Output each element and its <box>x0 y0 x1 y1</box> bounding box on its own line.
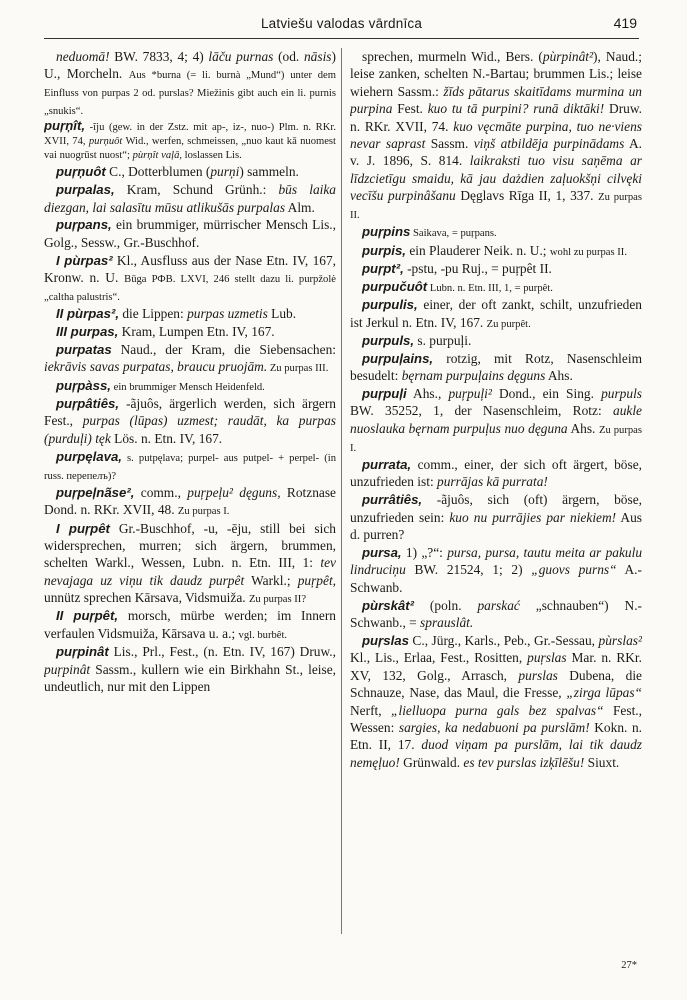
headword: puŗpàss, <box>56 377 111 393</box>
entry-text: die Lippen: <box>119 306 188 322</box>
entry-text: pùrslas² <box>598 633 642 649</box>
dictionary-entry <box>350 332 642 349</box>
entry-text: Siuxt. <box>584 754 620 770</box>
entry-text: purpas uzmetis <box>187 306 268 322</box>
entry-text: Gr.-Buschhof, -u, -ēju, still bei sich widersprechen, murren; sich ärgern, brummen, schelten Warkl., Wessen, Lubn. n. Etn. III, 1: <box>44 520 336 571</box>
entry-text: ), Naud.; leise zanken, schelten N.-Bartau; brummen Lis.; leise wiehern Sassm.: <box>350 49 642 99</box>
headword: purpulis, <box>362 297 418 313</box>
entry-text: Alm. <box>285 199 315 215</box>
column-divider <box>341 48 342 934</box>
entry-text: -ĩju (gew. in der Zstz. mit ap-, iz-, nuo-) Plm. n. RKr. XVII, 74, <box>44 122 336 148</box>
entry-text: kuo nu purrājies par niekiem! <box>449 509 617 525</box>
headword: purpęlava, <box>56 448 122 464</box>
entry-text: Saikava, = puŗpans. <box>410 228 497 240</box>
signature-mark: 27* <box>621 960 637 971</box>
entry-text: pùrņît vaļā, <box>132 149 183 161</box>
page-header <box>44 12 639 39</box>
entry-text: es tev purslas izķīlēšu! <box>463 754 585 770</box>
dictionary-entry <box>350 491 642 543</box>
entry-text: Druw. n. RKr. XVII, 74. <box>350 101 642 134</box>
headword: purrata, <box>362 456 412 472</box>
dictionary-entry <box>350 296 642 331</box>
headword: puŗņuôt <box>56 164 106 180</box>
entry-text: Kram, Schund Grünh.: <box>114 182 279 198</box>
entry-text: Aus d. purren? <box>350 509 642 543</box>
entry-text: „schnauben“) N.-Schwanb., = <box>350 597 642 631</box>
entry-text: pùrpinât² <box>542 49 594 64</box>
entry-text: C., Jürg., Karls., Peb., Gr.-Sessau, <box>408 633 599 649</box>
headword: puŗpuļi <box>362 386 407 402</box>
entry-text: Dubena, die Schnauze, Nase, das Maul, die Fresse, <box>350 667 642 701</box>
entry-text: vgl. burbêt. <box>238 629 288 641</box>
dictionary-entry <box>350 456 642 491</box>
entry-text: Rotznase Dond. n. RKr. XVII, 48. <box>44 484 336 518</box>
headword: puŗpinât <box>56 644 109 660</box>
headword: puŗņît, <box>44 118 86 134</box>
entry-text: A. v. J. 1896, S. 814. <box>350 136 642 169</box>
dictionary-entry <box>44 181 336 216</box>
headword: puŗpuļains, <box>362 350 434 366</box>
entry-text: Zu purpas II? <box>248 594 307 606</box>
dictionary-entry <box>44 643 336 695</box>
entry-text: purņi <box>210 164 240 180</box>
headword: purpučuôt <box>362 278 428 294</box>
left-column <box>44 48 336 938</box>
entry-text: nāsis <box>303 49 332 64</box>
entry-text: Zu purpêt. <box>486 318 531 330</box>
entry-text: aukle nuoslauka bęrnam purpuļus nuo dęguna <box>350 403 642 436</box>
entry-text: ein brummiger Mensch Heidenfeld. <box>110 381 265 393</box>
entry-text: BW. 35252, 1, der Nasenschleim, Rotz: <box>350 403 613 419</box>
dictionary-entry <box>44 216 336 251</box>
dictionary-entry <box>350 48 642 223</box>
headword: pùrskât² <box>362 597 415 613</box>
entry-text: Zu purpas III. <box>267 363 329 375</box>
entry-text: puŗpeļu² dęguns, <box>187 484 281 500</box>
dictionary-entry <box>350 632 642 771</box>
dictionary-entry <box>44 305 336 322</box>
entry-text: pursa, pursa, tautu meita ar pakulu lindruciņu <box>350 545 642 578</box>
entry-text: Zu purpas I. <box>350 424 642 454</box>
entry-text: morsch, mürbe werden; im Innern verfaulen Vidsmuiža, Kārsava u. a.; <box>44 608 336 641</box>
entry-text: (poln. <box>414 597 478 613</box>
dictionary-entry <box>350 544 642 596</box>
entry-text: Dęglavs Rīga II, 1, 337. <box>455 188 599 204</box>
entry-text: Naud., der Kram, die Siebensachen: <box>111 342 336 358</box>
headword: puŗpins <box>362 224 411 240</box>
headword: puŗpt², <box>362 260 404 276</box>
entry-text: Fest. <box>392 101 428 117</box>
entry-text: Zu purpas II. <box>350 192 642 222</box>
entry-text: Dond., ein Sing. <box>491 386 602 402</box>
entry-text: Zu purpas I. <box>177 506 230 518</box>
entry-text: wohl zu purpas II. <box>549 246 627 258</box>
entry-text: ) sammeln. <box>239 164 299 180</box>
entry-text: s. putpęlava; purpel- aus putpel- + perpel- (in russ. перепелъ)? <box>44 452 336 482</box>
entry-text: būs laika diezgan, lai salasītu mūsu atlikušās purpalas <box>44 182 336 215</box>
right-column <box>350 48 642 938</box>
entry-text: puŗslas <box>527 650 567 666</box>
dictionary-entry <box>350 278 642 296</box>
entry-text: Kl., Ausfluss aus der Nase Etn. IV, 167, Kronw. n. U. <box>44 252 336 286</box>
entry-text: iekrāvis savas purpatas, braucu pruojām. <box>44 359 268 375</box>
headword: purpuls, <box>362 332 415 348</box>
entry-text: kuo vęcmāte purpina, tuo ne·viens nevar saprast <box>350 118 642 152</box>
entry-text: C., Dotterblumen ( <box>105 164 211 180</box>
entry-text: Ahs., <box>406 386 449 402</box>
entry-text: Būga РФВ. LXVI, 246 stellt dazu li. purpžolė „caltha palustris“. <box>44 274 336 303</box>
dictionary-entry <box>44 484 336 519</box>
headword: II puŗpêt, <box>56 608 119 624</box>
dictionary-entry <box>350 385 642 455</box>
entry-text: puŗpinât <box>44 661 91 677</box>
entry-text: 1) „?“: <box>401 545 448 560</box>
headword: I puŗpêt <box>56 520 110 536</box>
entry-text: purņuôt <box>88 136 123 148</box>
entry-text: „lielluopa purna gals bez spalvas“ <box>391 702 604 718</box>
entry-text: bęrnam purpuļains dęguns <box>401 368 546 384</box>
entry-text: unnütz sprechen Kārsava, Vidsmuiža. <box>44 590 249 606</box>
entry-text: rotzig, mit Rotz, Nasenschleim besudelt: <box>350 350 642 384</box>
entry-text: žīds pātarus skaitīdams murmina un purpina <box>350 83 642 117</box>
entry-text: Warkl.; <box>244 572 298 588</box>
entry-text: comm., einer, der sich oft ärgert, böse, unzufrieden ist: <box>350 456 642 490</box>
dictionary-entry <box>44 448 336 484</box>
entry-text: Sassm., kullern wie ein Birkhahn St., leise, undeutlich, nur mit den Lippen <box>44 661 336 694</box>
entry-text: ) U., Morcheln. <box>44 49 336 82</box>
headword: purrâtiês, <box>362 492 423 508</box>
entry-text: sprechen, murmeln Wid., Bers. ( <box>362 49 543 64</box>
entry-text: Wid., werfen, schmeissen, „nuo kaut kā nuomest vai nuogrūst nuost“; <box>44 136 336 161</box>
entry-text: Kl., Lis., Erlaa, Fest., Rositten, <box>350 650 528 666</box>
entry-text: BW. 21524, 1; 2) <box>405 562 532 578</box>
dictionary-entry <box>44 48 336 119</box>
entry-text: purpas (lūpas) uzmest; raudāt, ka purpas (purduļi) tęk <box>44 413 336 446</box>
entry-text: ein Plauderer Neik. n. U.; <box>405 242 550 258</box>
entry-text: A.-Schwanb. <box>350 562 642 595</box>
entry-text: purslas <box>518 667 558 683</box>
entry-text: Kokn. n. Etn. II, 17. <box>350 720 642 753</box>
entry-text: laikraksti tuo visu saņēma ar līdzcietīgu smaidu, kā jau dażdien zaļuokšņi cilvęki vecīšu purpinâšanu <box>350 153 642 204</box>
entry-text: „zirga lūpas“ <box>566 685 642 701</box>
entry-text: BW. 7833, 4; 4) <box>109 49 209 64</box>
dictionary-entry <box>44 520 336 607</box>
entry-text: ein brummiger, mürrischer Mensch Lis., Golg., Sessw., Gr.-Buschhof. <box>44 217 336 250</box>
dictionary-entry <box>44 377 336 395</box>
entry-text: (od. <box>273 49 304 64</box>
dictionary-entry <box>350 223 642 241</box>
headword: puŗslas <box>362 633 409 649</box>
entry-text: puŗpuļi² <box>448 386 492 402</box>
entry-text: lāču purnas <box>208 49 274 64</box>
entry-text: comm., <box>134 484 188 500</box>
entry-text: Mar. n. RKr. XV, 132, Golg., Arrasch, <box>350 650 642 683</box>
dictionary-entry <box>44 163 336 180</box>
entry-text: purrājas kā purrata! <box>437 474 548 490</box>
entry-text: -pstu, -pu Ruj., = puŗpêt II. <box>403 260 552 276</box>
entry-text: Ahs. <box>567 420 600 436</box>
dictionary-entry <box>44 323 336 340</box>
entry-text: neduomā! <box>56 49 110 64</box>
dictionary-entry <box>350 350 642 385</box>
entry-text: Nerft, <box>350 702 392 718</box>
entry-text: Grünwald. <box>399 754 464 770</box>
entry-text: -ãjuôs, ärgerlich werden, sich ärgern Fest., <box>44 396 336 429</box>
entry-text: einer, der oft zankt, schilt, unzufrieden ist Jerkul n. Etn. IV, 167. <box>350 297 642 330</box>
entry-text: tev nevajaga uz viņu tik daudz purpêt <box>44 555 336 588</box>
entry-text: -ãjuôs, sich (oft) ärgern, böse, unzufrieden sein: <box>350 492 642 525</box>
headword: III purpas, <box>56 324 119 340</box>
entry-text: loslassen Lis. <box>182 149 242 161</box>
headword: puŗpeļnãse², <box>56 484 135 500</box>
headword: puŗpans, <box>56 217 112 233</box>
entry-text: Aus *burna (= li. burnà „Mund“) unter dem Einfluss von purpas 2 od. purslas? Miežinis gibt auch ein li. purnis „snukis“. <box>44 70 336 117</box>
entry-text: Sassm. <box>425 136 474 152</box>
headword: purpis, <box>362 242 406 258</box>
dictionary-entry <box>44 607 336 642</box>
headword: purpatas <box>56 342 112 358</box>
entry-text: viņš atbildēja purpinādams <box>473 136 625 152</box>
headword: purpalas, <box>56 182 115 198</box>
headword: II pùrpas², <box>56 306 120 322</box>
entry-text: s. purpuļi. <box>414 332 472 348</box>
entry-text: Kram, Lumpen Etn. IV, 167. <box>118 324 275 340</box>
page-title: Latviešu valodas vārdnīca <box>260 16 423 31</box>
dictionary-entry <box>350 260 642 277</box>
dictionary-entry <box>44 395 336 447</box>
entry-text: Lös. n. Etn. IV, 167. <box>110 430 223 446</box>
entry-text: purpuls <box>601 386 642 402</box>
page-number: 419 <box>613 15 637 31</box>
entry-text: parskać <box>477 597 520 613</box>
entry-text: duod viņam pa purslām, lai tik daudz nemęļuo! <box>350 737 642 770</box>
dictionary-entry <box>44 252 336 305</box>
entry-text: Lubn. n. Etn. III, 1, = purpêt. <box>427 282 553 294</box>
entry-text: sprauslât. <box>420 615 474 631</box>
entry-text: Lis., Prl., Fest., (n. Etn. IV, 167) Druw., <box>108 644 336 660</box>
entry-text: kuo tu tā purpini? runā diktāki! <box>427 101 605 117</box>
headword: I pùrpas² <box>56 252 113 268</box>
dictionary-entry <box>350 242 642 260</box>
entry-text: puŗpêt, <box>297 572 336 588</box>
entry-text: „guovs purns“ <box>531 562 617 578</box>
entry-text: Ahs. <box>545 368 573 384</box>
entry-text: Fest., Wessen: <box>350 702 642 736</box>
headword: puŗpâtiês, <box>56 396 120 412</box>
entry-text: Lub. <box>267 306 297 322</box>
entry-text: sargies, ka nedabuoni pa purslām! <box>398 720 590 736</box>
headword: pursa, <box>362 545 402 560</box>
dictionary-entry <box>44 119 336 162</box>
dictionary-entry <box>44 341 336 376</box>
dictionary-entry <box>350 597 642 632</box>
